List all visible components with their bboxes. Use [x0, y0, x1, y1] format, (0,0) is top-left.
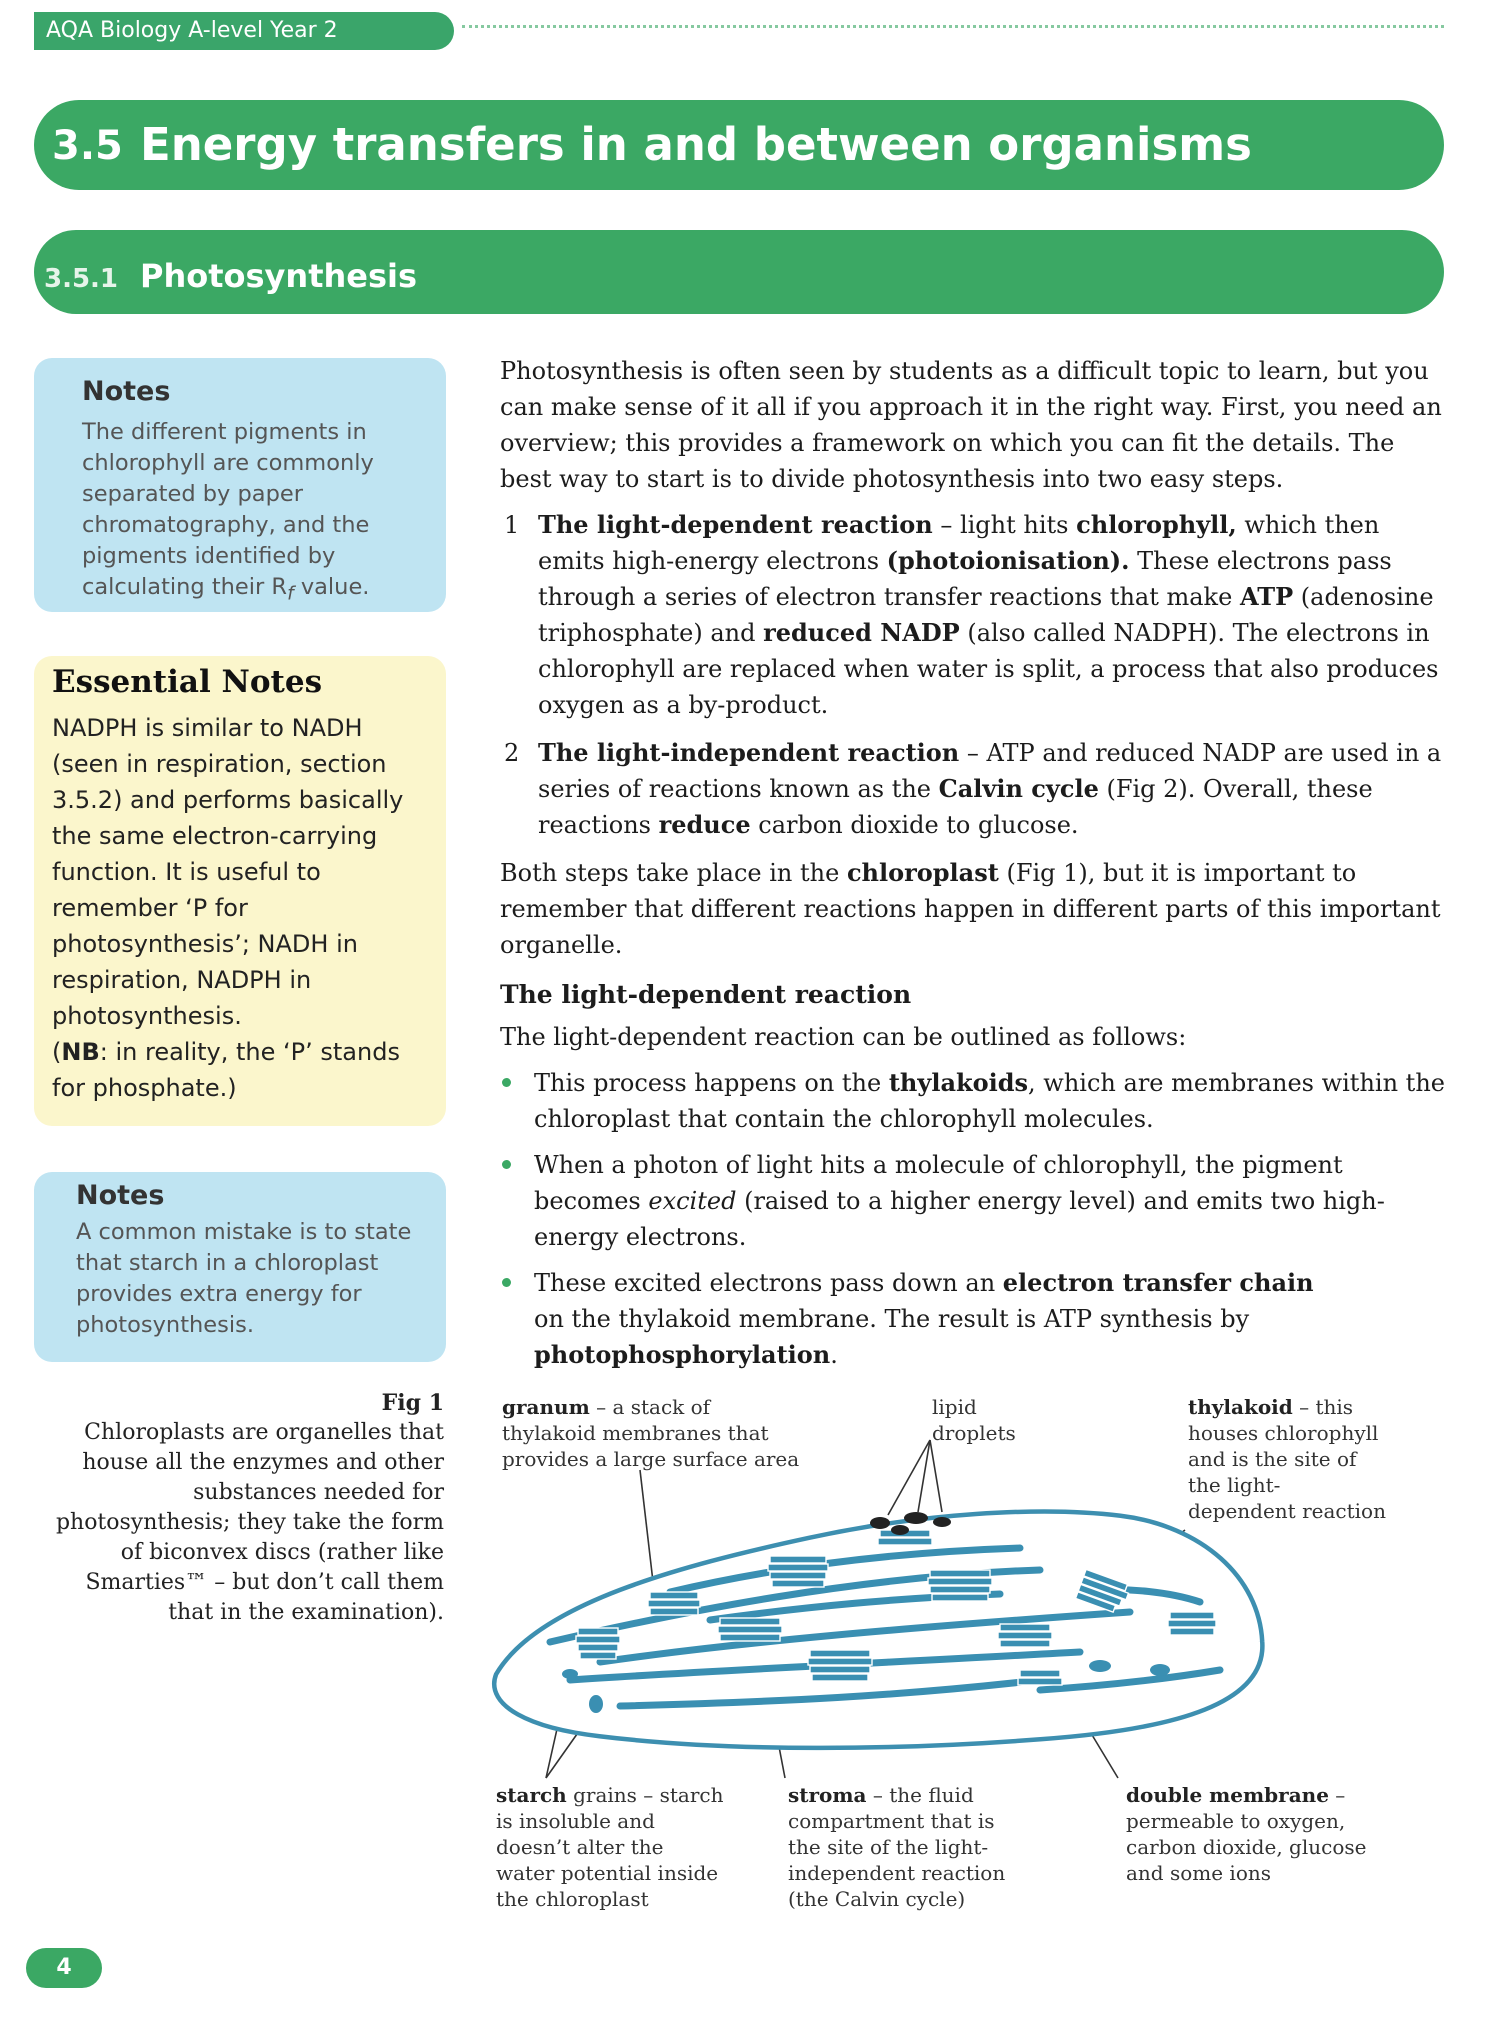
step-1-paragraph: 1 The light-dependent reaction – light hits chlorophyll, which then emits high-energy electrons (photoionisation). These electrons pass through a series of electron transfer reactions that make ATP (adenosine triphosphate) and reduced NADP (also called NADPH). The electrons in chlorophyll are replaced when water is split, a process that also produces oxygen as a by-product. [500, 507, 1450, 723]
bullet-photon: When a photon of light hits a molecule of chlorophyll, the pigment becomes excited (raised to a higher energy level) and emits two high-energy electrons. [500, 1147, 1450, 1255]
figure-caption [34, 1388, 444, 1628]
figure-caption-text: Chloroplasts are organelles that house all the enzymes and other substances needed for photosynthesis; they take the form of biconvex discs (rather like Smarties™ – but don’t call them that in the examination). [55, 1420, 444, 1625]
starch-grain [589, 1695, 603, 1713]
essential-notes-box [34, 656, 446, 1126]
both-steps-paragraph: Both steps take place in the chloroplast (Fig 1), but it is important to remember that different reactions happen in different parts of this important organelle. [500, 858, 1441, 959]
granum-stack-10 [1168, 1612, 1216, 1635]
step-number: 2 [504, 739, 520, 767]
granum-stack-2 [648, 1592, 700, 1615]
granum-stack-3 [718, 1618, 782, 1641]
book-title-tag: AQA Biology A-level Year 2 [34, 12, 454, 50]
lipid-label: lipid droplets [932, 1395, 1016, 1445]
bullet-electron-chain: These excited electrons pass down an electron transfer chain on the thylakoid membrane. The result is ATP synthesis by photophosphorylation. [500, 1265, 1334, 1373]
bullet-dot [502, 1160, 511, 1169]
subsection-number: 3.5.1 [44, 264, 119, 294]
bullet-thylakoids: This process happens on the thylakoids, which are membranes within the chloroplast that contain the chlorophyll molecules. [500, 1065, 1450, 1137]
lipid-droplet [933, 1517, 951, 1527]
granum-stack-4 [768, 1556, 828, 1587]
starch-grain [1150, 1664, 1170, 1676]
starch-label: starch grains – starch is insoluble and doesn’t alter the water potential inside the chloroplast [496, 1783, 724, 1911]
outline-sentence: The light-dependent reaction can be outlined as follows: [500, 1023, 1187, 1051]
main-text [500, 353, 1450, 1373]
essential-notes-text: NADPH is similar to NADH (seen in respiration, section 3.5.2) and performs basically the same electron-carrying function. It is useful to remember ‘P for photosynthesis’; NADH in respiration, NADPH in photosynthesis. (NB: in reality, the ‘P’ stands for phosphate.) [52, 714, 404, 1102]
notes-heading: Notes [82, 376, 171, 407]
section-number: 3.5 [52, 123, 123, 169]
figure-label: Fig 1 [381, 1390, 444, 1416]
lipid-droplet [891, 1525, 909, 1535]
step-number: 1 [504, 511, 520, 539]
granum-label: granum – a stack of thylakoid membranes that provides a large surface area [502, 1395, 800, 1471]
granum-stack-7 [928, 1570, 992, 1601]
notes-text: A common mistake is to state that starch in a chloroplast provides extra energy for photosynthesis. [76, 1219, 412, 1338]
thylakoid-label: thylakoid – this houses chlorophyll and is the site of the light-dependent reaction [1188, 1395, 1386, 1523]
granum-stack-1 [576, 1628, 620, 1659]
notes-heading: Notes [76, 1180, 165, 1211]
section-title: Energy transfers in and between organisms [140, 118, 1252, 171]
lipid-droplet [870, 1517, 890, 1529]
lipid-droplet [904, 1512, 928, 1524]
intro-paragraph: Photosynthesis is often seen by students as a difficult topic to learn, but you can make sense of it all if you approach it in the right way. First, you need an overview; this provides a framework on which you can fit the details. The best way to start is to divide photosynthesis into two easy steps. [500, 357, 1442, 493]
page-number: 4 [26, 1948, 102, 1988]
stroma-label: stroma – the fluid compartment that is the site of the light-independent reaction (the Calvin cycle) [788, 1783, 1006, 1911]
granum-stack-11 [1018, 1670, 1062, 1685]
subsection-title: Photosynthesis [140, 257, 418, 295]
light-dependent-subheading: The light-dependent reaction [500, 980, 912, 1009]
notes-text: The different pigments in chlorophyll are commonly separated by paper chromatography, and the pigments identified by calculating their $R_f$ value. [82, 419, 374, 605]
bullet-dot [502, 1278, 511, 1287]
lipid-pointer-3 [930, 1440, 942, 1512]
notes-box-chromatography [34, 358, 446, 612]
granum-stack-8 [998, 1624, 1052, 1647]
notes-box-starch [34, 1172, 446, 1362]
starch-grain [1089, 1660, 1111, 1672]
essential-notes-heading: Essential Notes [52, 664, 323, 700]
starch-grain [562, 1669, 578, 1679]
header-dotted-rule [462, 25, 1444, 28]
double-membrane-label: double membrane – permeable to oxygen, carbon dioxide, glucose and some ions [1126, 1783, 1367, 1885]
step-2-paragraph: 2 The light-independent reaction – ATP and reduced NADP are used in a series of reactions known as the Calvin cycle (Fig 2). Overall, these reactions reduce carbon dioxide to glucose. [500, 735, 1450, 843]
granum-stack-5 [808, 1650, 872, 1681]
bullet-dot [502, 1078, 511, 1087]
